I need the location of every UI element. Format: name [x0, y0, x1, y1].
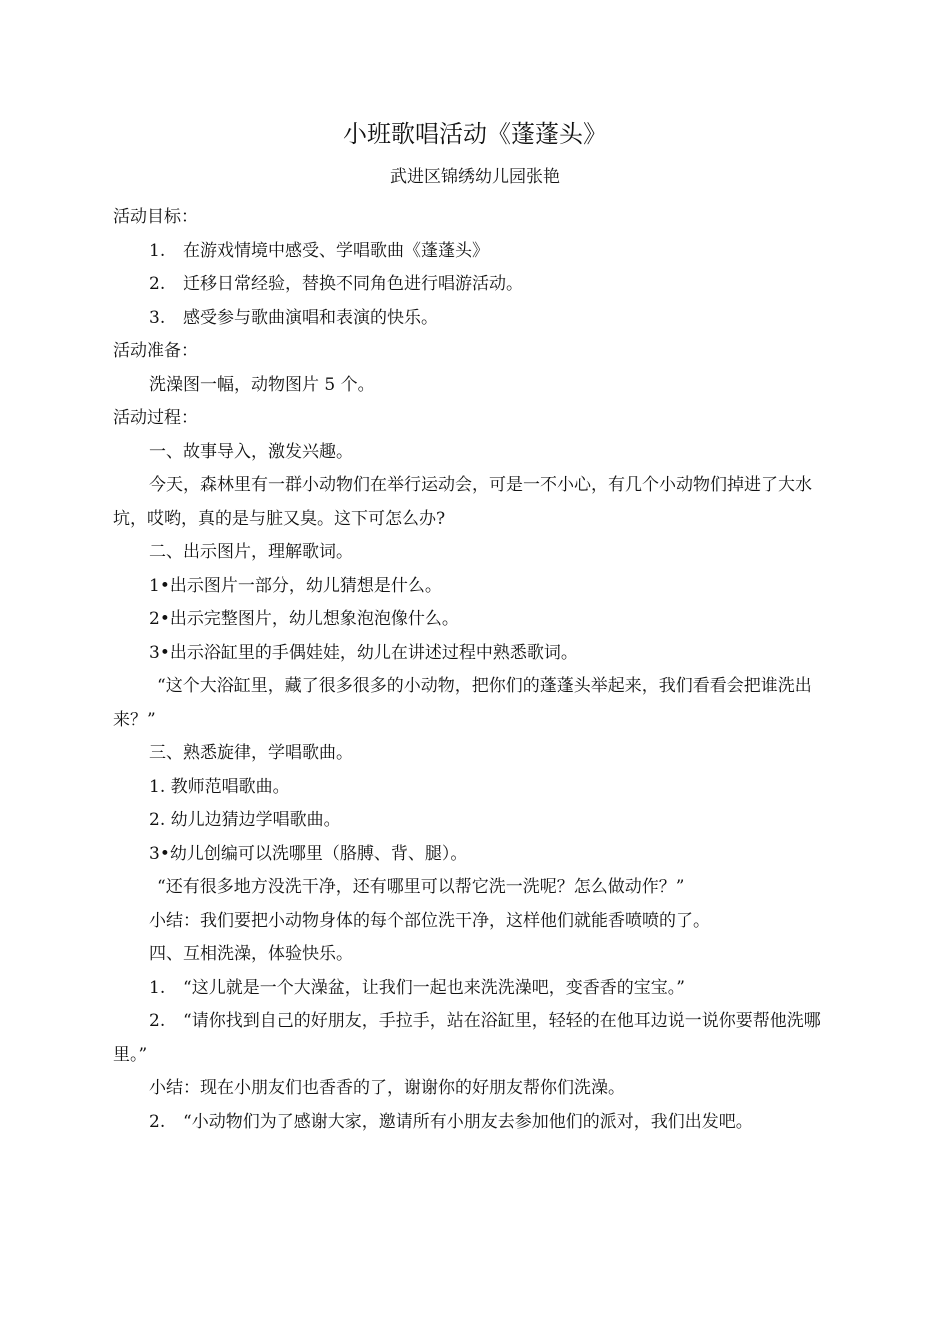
- step1-text: 今天，森林里有一群小动物们在举行运动会，可是一不小心，有几个小动物们掉进了大水坑，哎哟，真的是与脏又臭。这下可怎么办?: [113, 475, 812, 529]
- goal-number: 2.: [149, 274, 166, 294]
- step4-summary: 小结：现在小朋友们也香香的了，谢谢你的好朋友帮你们洗澡。: [149, 1078, 625, 1098]
- goal-item: [113, 302, 841, 336]
- document-title: 小班歌唱活动《蓬蓬头》: [343, 120, 607, 148]
- step4-item: [113, 1106, 841, 1140]
- step4-item-text: “这儿就是一个大澡盆，让我们一起也来洗洗澡吧，变香香的宝宝。”: [183, 977, 685, 998]
- goals-heading: 活动目标：: [113, 207, 198, 227]
- step4-item-text: “小动物们为了感谢大家，邀请所有小朋友去参加他们的派对，我们出发吧。: [183, 1111, 753, 1132]
- step4-item-number: 1.: [149, 977, 166, 998]
- prep-heading: 活动准备：: [113, 341, 198, 361]
- step3-item: 1. 教师范唱歌曲。: [149, 776, 290, 797]
- step4-item-text: “请你找到自己的好朋友，手拉手，站在浴缸里，轻轻的在他耳边说一说你要帮他洗哪里。”: [113, 1011, 821, 1065]
- goal-number: 3.: [149, 307, 166, 328]
- step4-item-number: 2.: [149, 1111, 166, 1132]
- process-heading: 活动过程：: [113, 408, 198, 428]
- step4-item: [113, 1005, 841, 1072]
- step2-item: 1•出示图片一部分，幼儿猜想是什么。: [149, 575, 442, 596]
- goal-text: 在游戏情境中感受、学唱歌曲《蓬蓬头》: [183, 240, 489, 261]
- goal-number: 1.: [149, 240, 166, 261]
- step2-item: 2•出示完整图片，幼儿想象泡泡像什么。: [149, 609, 459, 629]
- step3-item: 3•幼儿创编可以洗哪里（胳膊、背、腿）。: [149, 843, 468, 864]
- prep-text: 洗澡图一幅，动物图片 5 个。: [149, 374, 375, 395]
- document-body: [113, 201, 841, 1139]
- step3-heading: 三、熟悉旋律，学唱歌曲。: [149, 743, 353, 763]
- step4-item-number: 2.: [149, 1011, 166, 1031]
- step2-quote: “这个大浴缸里，藏了很多很多的小动物，把你们的蓬蓬头举起来，我们看看会把谁洗出来？”: [113, 676, 812, 730]
- step3-quote: “还有很多地方没洗干净，还有哪里可以帮它洗一洗呢？怎么做动作？”: [157, 877, 685, 897]
- step2-heading: 二、出示图片，理解歌词。: [149, 542, 353, 562]
- step1-heading: 一、故事导入，激发兴趣。: [149, 441, 353, 462]
- step4-item: [113, 972, 841, 1006]
- step4-heading: 四、互相洗澡，体验快乐。: [149, 944, 353, 964]
- goal-item: [113, 235, 841, 269]
- goal-text: 迁移日常经验，替换不同角色进行唱游活动。: [183, 274, 523, 294]
- step3-item: 2. 幼儿边猜边学唱歌曲。: [149, 810, 341, 830]
- document-author: 武进区锦绣幼儿园张艳: [390, 167, 560, 187]
- goal-item: [113, 268, 841, 302]
- goal-text: 感受参与歌曲演唱和表演的快乐。: [183, 307, 438, 328]
- step2-item: 3•出示浴缸里的手偶娃娃，幼儿在讲述过程中熟悉歌词。: [149, 642, 578, 663]
- step3-summary: 小结：我们要把小动物身体的每个部位洗干净，这样他们就能香喷喷的了。: [149, 910, 710, 931]
